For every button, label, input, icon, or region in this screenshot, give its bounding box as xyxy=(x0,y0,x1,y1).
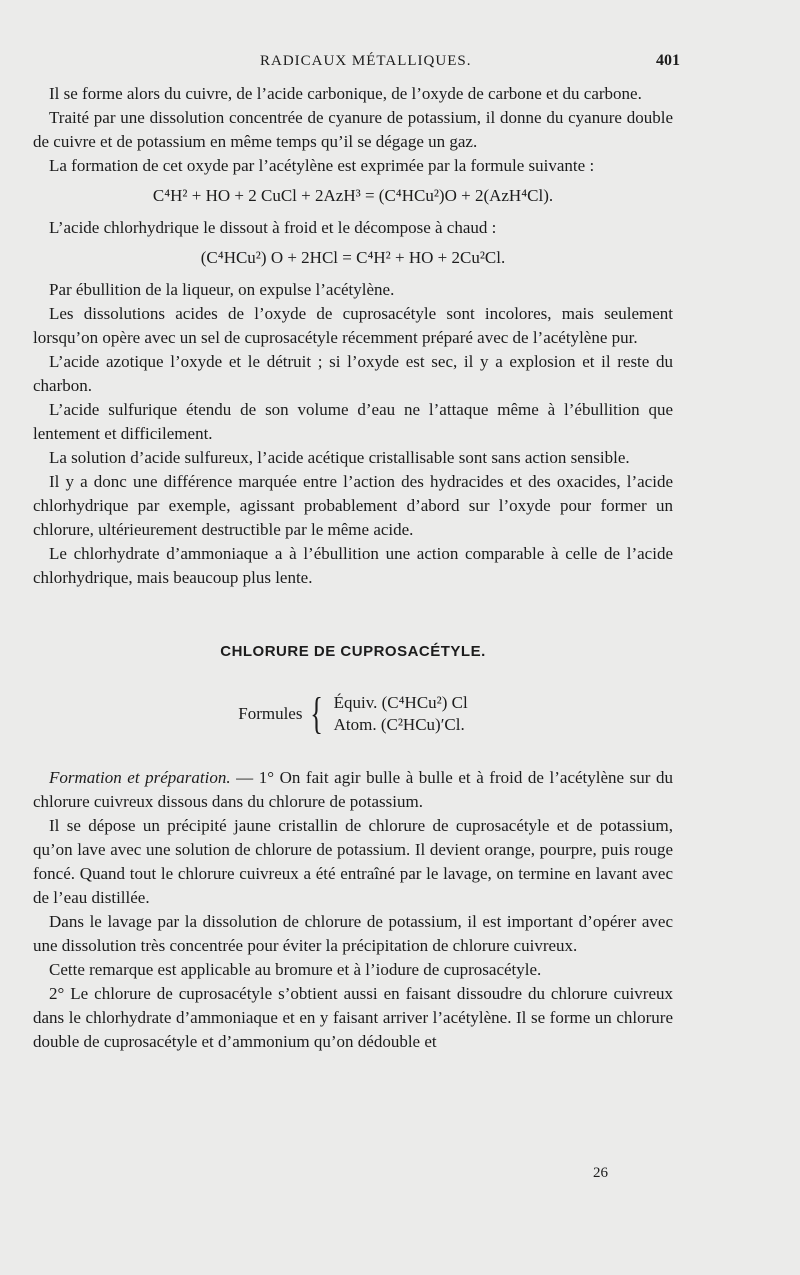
formulas-label: Formules xyxy=(238,704,303,723)
formula-equiv: Équiv. (C⁴HCu²) Cl xyxy=(333,693,468,712)
paragraph: La formation de cet oxyde par l’acétylène est exprimée par la formule suivante : xyxy=(49,156,595,175)
paragraph: Il y a donc une différence marquée entre l’action des hydracides et des oxacides, l’acide chlorhydrique par exemple, agissant probablement d’abord sur l’oxyde pour former un chlorure, ultérieurement destructible par le même acide. xyxy=(33,472,673,539)
paragraph: Il se forme alors du cuivre, de l’acide carbonique, de l’oxyde de carbone et du carbone. xyxy=(49,84,642,103)
subsection-title: Formation et préparation. xyxy=(49,768,231,787)
paragraph: L’acide chlorhydrique le dissout à froid et le décompose à chaud : xyxy=(49,218,497,237)
page-number: 401 xyxy=(656,52,680,69)
page-header xyxy=(60,52,680,70)
paragraph: Le chlorhydrate d’ammoniaque a à l’ébullition une action comparable à celle de l’acide chlorhydrique, mais beaucoup plus lente. xyxy=(33,544,673,587)
signature-mark: 26 xyxy=(593,1165,608,1181)
paragraph-text: — 1° On fait agir bulle à bulle et à froid de l’acétylène sur du chlorure cuivreux dissous dans du chlorure de potassium. xyxy=(33,768,673,811)
paragraph: Il se dépose un précipité jaune cristallin de chlorure de cuprosacétyle et de potassium, qu’on lave avec une solution de chlorure de potassium. Il devient orange, pourpre, puis rouge foncé. Quand tout le chlorure cuivreux a été entraîné par le lavage, on termine en lavant avec de l’eau distillée. xyxy=(33,816,673,907)
paragraph: Traité par une dissolution concentrée de cyanure de potassium, il donne du cyanure double de cuivre et de potassium en même temps qu’il se dégage un gaz. xyxy=(33,108,673,151)
formula-atom: Atom. (C²HCu)′Cl. xyxy=(333,715,465,734)
body-text xyxy=(33,82,673,1054)
paragraph xyxy=(33,766,673,814)
paragraph: Les dissolutions acides de l’oxyde de cuprosacétyle sont incolores, mais seulement lorsqu’on opère avec un sel de cuprosacétyle récemment préparé avec de l’acétylène pur. xyxy=(33,304,673,347)
chemical-formula: C⁴H² + HO + 2 CuCl + 2AzH³ = (C⁴HCu²)O + 2(AzH⁴Cl). xyxy=(152,186,554,205)
paragraph: L’acide sulfurique étendu de son volume d’eau ne l’attaque même à l’ébullition que lentement et difficilement. xyxy=(33,400,673,443)
paragraph: Par ébullition de la liqueur, on expulse l’acétylène. xyxy=(49,280,395,299)
brace-icon: { xyxy=(310,689,324,738)
section-title: CHLORURE DE CUPROSACÉTYLE. xyxy=(220,643,486,660)
chemical-formula: (C⁴HCu²) O + 2HCl = C⁴H² + HO + 2Cu²Cl. xyxy=(200,248,506,267)
paragraph: 2° Le chlorure de cuprosacétyle s’obtient aussi en faisant dissoudre du chlorure cuivreux dans le chlorhydrate d’ammoniaque et en y faisant arriver l’acétylène. Il se forme un chlorure double de cuprosacétyle et d’ammonium qu’on dédouble et xyxy=(33,984,673,1051)
formula-rows xyxy=(334,692,468,736)
paragraph: Dans le lavage par la dissolution de chlorure de potassium, il est important d’opérer avec une dissolution très concentrée pour éviter la précipitation de chlorure cuivreux. xyxy=(33,912,673,955)
running-title: RADICAUX MÉTALLIQUES. xyxy=(260,53,472,69)
formulas-block xyxy=(33,689,673,738)
paragraph: La solution d’acide sulfureux, l’acide acétique cristallisable sont sans action sensible. xyxy=(49,448,630,467)
paragraph: L’acide azotique l’oxyde et le détruit ; si l’oxyde est sec, il y a explosion et il reste du charbon. xyxy=(33,352,673,395)
paragraph: Cette remarque est applicable au bromure et à l’iodure de cuprosacétyle. xyxy=(49,960,542,979)
